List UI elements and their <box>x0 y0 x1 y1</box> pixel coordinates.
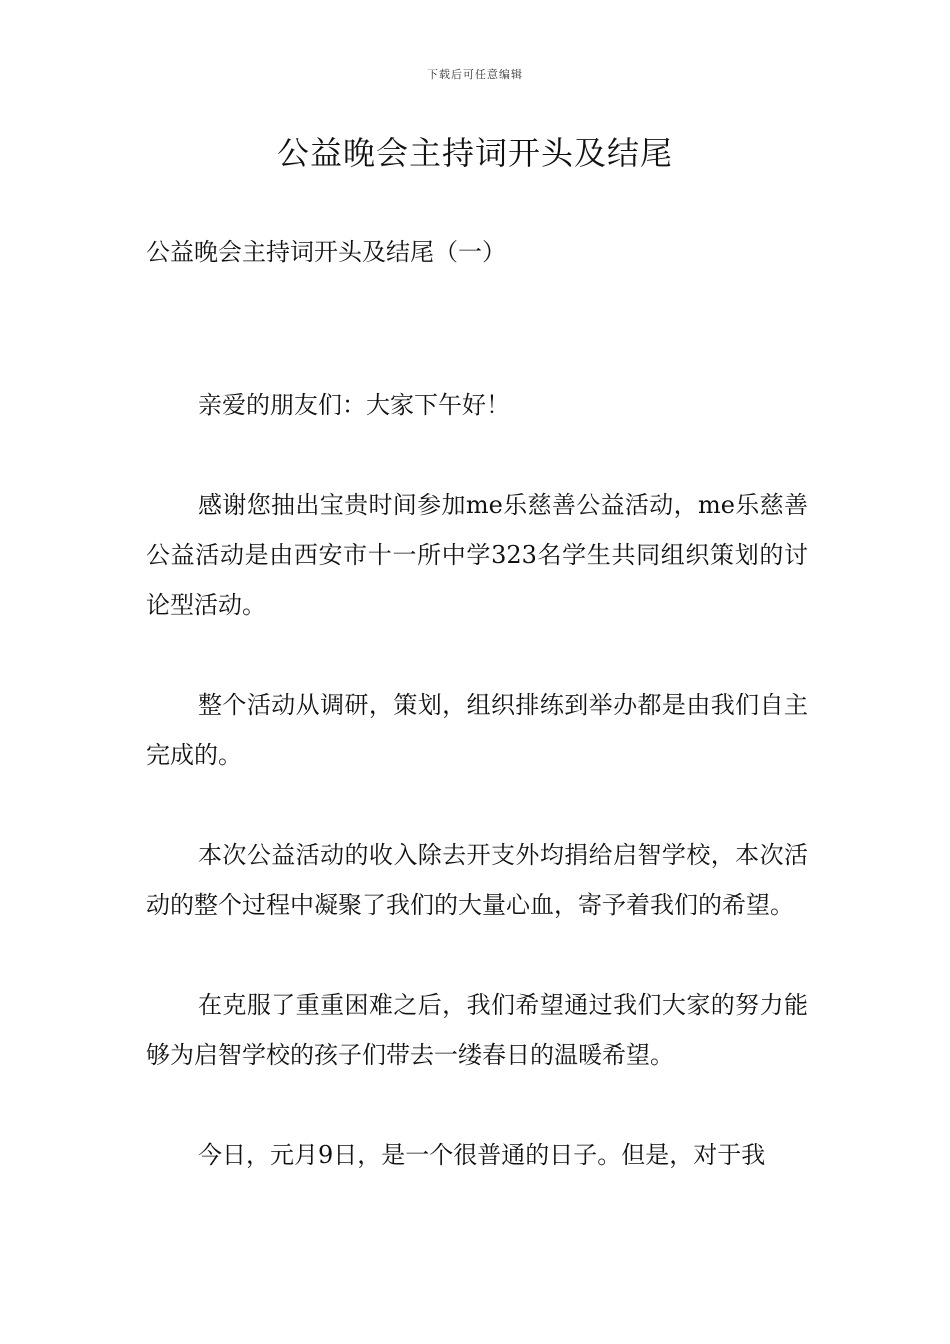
paragraph-hope: 在克服了重重困难之后，我们希望通过我们大家的努力能够为启智学校的孩子们带去一缕春日的温暖希望。 <box>146 991 808 1069</box>
section-title: 公益晚会主持词开头及结尾（一） <box>146 238 506 266</box>
document-body <box>146 380 808 1230</box>
paragraph-thanks: 感谢您抽出宝贵时间参加me乐慈善公益活动，me乐慈善公益活动是由西安市十一所中学323名学生共同组织策划的讨论型活动。 <box>146 491 808 619</box>
paragraph-donation: 本次公益活动的收入除去开支外均捐给启智学校，本次活动的整个过程中凝聚了我们的大量心血，寄予着我们的希望。 <box>146 841 808 919</box>
document-title: 公益晚会主持词开头及结尾 <box>276 134 673 172</box>
paragraph-greeting: 亲爱的朋友们：大家下午好！ <box>198 391 510 419</box>
header-note: 下载后可任意编辑 <box>427 68 523 81</box>
paragraph-organization: 整个活动从调研，策划，组织排练到举办都是由我们自主完成的。 <box>146 691 808 769</box>
paragraph-date: 今日，元月9日，是一个很普通的日子。但是，对于我 <box>198 1141 766 1169</box>
